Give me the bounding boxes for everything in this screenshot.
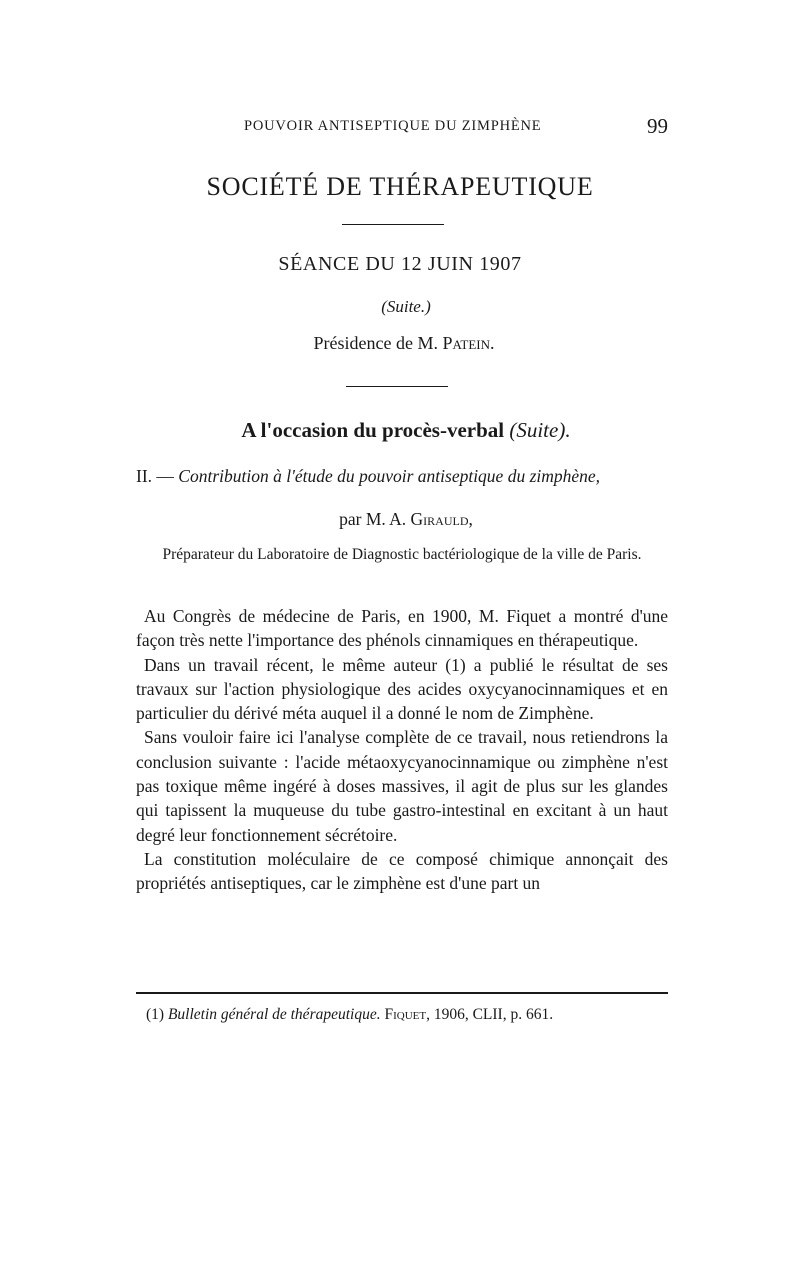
footnote-citation: 1906, CLII, p. 661. [433,1006,554,1023]
article-title-bold: A l'occasion du procès-verbal [241,418,505,442]
presidence-line [4,333,800,354]
presidence-prefix: Présidence de M. [313,333,438,353]
president-name: Patein. [442,333,495,353]
paragraph: Au Congrès de médecine de Paris, en 1900, M. Fiquet a montré d'une façon très nette l'importance des phénols cinnamiques en thérapeutique. [136,606,668,651]
society-heading: SOCIÉTÉ DE THÉRAPEUTIQUE [206,172,594,201]
running-title: POUVOIR ANTISEPTIQUE DU ZIMPHÈNE [244,118,542,134]
contribution-italic: Contribution à l'étude du pouvoir antiseptique du zimphène, [178,466,601,486]
author-name: Girauld, [410,509,473,529]
running-head [136,116,668,138]
author-line [6,509,800,530]
seance-heading: SÉANCE DU 12 JUIN 1907 [278,253,522,275]
paragraph: La constitution moléculaire de ce composé chimique annonçait des propriétés antiseptiques, car le zimphène est d'une part un [136,848,668,894]
heading-divider [342,224,444,225]
paragraph: Dans un travail récent, le même auteur (1) a publié le résultat de ses travaux sur l'action physiologique des acides oxycyanocinnamiques et en particulier du dérivé méta auquel il a donné le nom de Zimphène. [136,654,668,724]
paragraph: Sans vouloir faire ici l'analyse complète de ce travail, nous retiendrons la conclusion suivante : l'acide métaoxycyanocinnamique ou zimphène n'est pas toxique même ingéré à doses massives, il agit de plus sur les glandes qui tapissent la muqueuse du tube gastro-intestinal en excitant à un haut degré leur fonctionnement sécrétoire. [136,727,668,845]
footnote-divider [136,992,668,994]
author-affiliation: Préparateur du Laboratoire de Diagnostic bactériologique de la ville de Paris. [162,546,642,563]
article-title [6,418,800,443]
contribution-title [136,466,668,487]
section-divider [346,386,448,387]
footnote-author: Fiquet, [384,1006,430,1023]
author-prefix: par M. A. [339,509,407,529]
footnote [146,1006,668,1024]
contribution-numeral: II. — [136,466,174,486]
body-text [136,604,668,896]
page-number: 99 [647,114,668,138]
footnote-marker: (1) [146,1006,165,1023]
suite-label: (Suite.) [381,297,431,316]
footnote-journal: Bulletin général de thérapeutique. [167,1006,381,1023]
article-title-suite: (Suite). [509,418,571,442]
